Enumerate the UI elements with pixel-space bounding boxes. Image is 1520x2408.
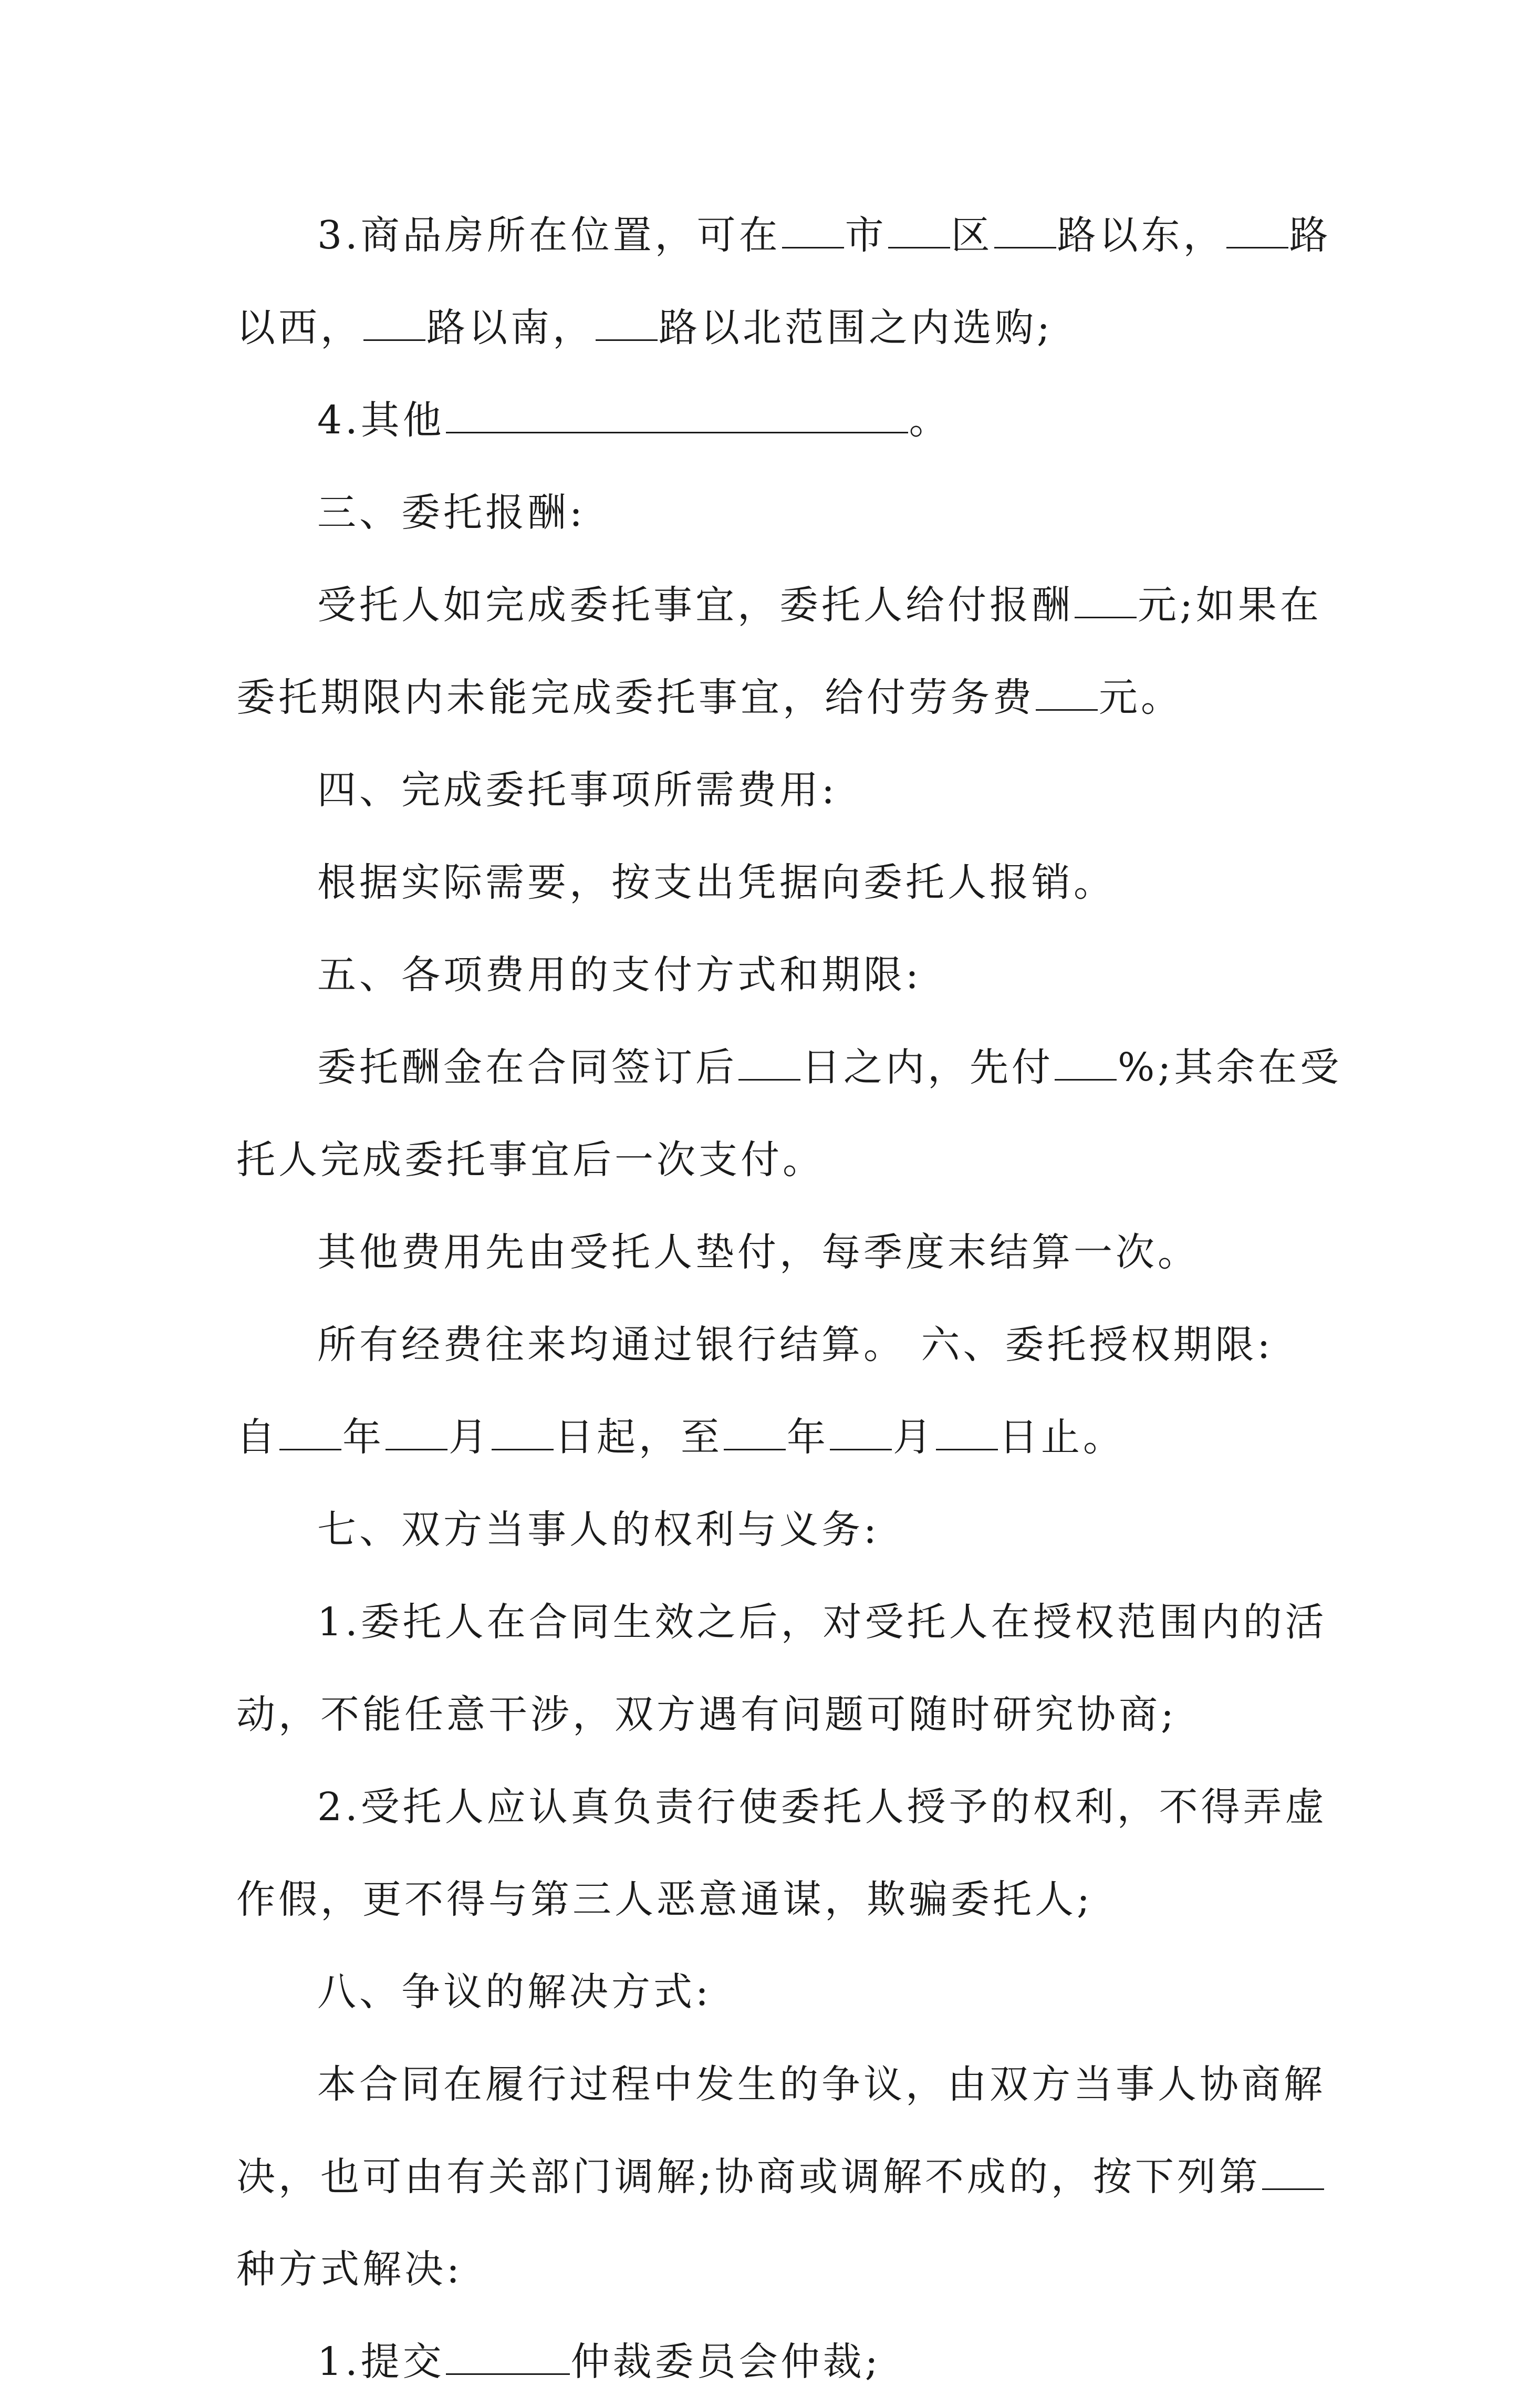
section-5-line-2: 托人完成委托事宜后一次支付。: [236, 1137, 825, 1182]
section-7-item-1-line-2: 动，不能任意干涉，双方遇有问题可随时研究协商;: [236, 1692, 1177, 1737]
section-6-dates: [236, 1391, 1292, 1483]
submit-label: 1.提交: [317, 2339, 445, 2384]
section-8-line-2: [236, 2131, 1292, 2223]
payment-days-blank: [738, 1046, 800, 1081]
section-3-line-1: [236, 559, 1322, 651]
item-4: [236, 374, 1292, 466]
arbitration-text: 仲裁委员会仲裁;: [570, 2339, 881, 2384]
end-year-blank: [724, 1416, 786, 1450]
section-5-title: 五、各项费用的支付方式和期限:: [317, 952, 922, 998]
section-5-paragraph-2: 其他费用先由受托人垫付，每季度末结算一次。: [317, 1230, 1200, 1275]
item-3-text: 3.商品房所在位置，可在: [317, 213, 781, 258]
section-3-title: 三、委托报酬:: [317, 490, 586, 535]
arbitration-commission-blank: [446, 2341, 570, 2375]
start-year-blank: [279, 1416, 341, 1450]
payment-percent-blank: [1055, 1046, 1117, 1081]
south-road-blank: [363, 307, 425, 341]
section-5-line-1: [236, 1021, 1342, 1114]
section-7-item-1-line-1: 1.委托人在合同生效之后，对受托人在授权范围内的活: [317, 1600, 1327, 1645]
section-7-item-2-line-2: 作假，更不得与第三人恶意通谋，欺骗委托人;: [236, 1877, 1093, 1922]
end-label: 日止。: [999, 1415, 1125, 1460]
section-7-title: 七、双方当事人的权利与义务:: [317, 1507, 880, 1552]
district-label: 区: [951, 213, 993, 258]
month-label: 月: [893, 1415, 935, 1460]
north-road-label: 路以北范围之内选购;: [659, 305, 1053, 350]
from-label: 自: [236, 1415, 278, 1460]
section-4-paragraph: 根据实际需要，按支出凭据向委托人报销。: [317, 860, 1116, 905]
start-month-blank: [386, 1416, 447, 1450]
item-4-end: 。: [909, 398, 951, 443]
district-blank: [888, 214, 950, 248]
item-3-line-2: [236, 282, 1292, 374]
payment-text-cont: 日之内，先付: [801, 1045, 1054, 1090]
section-3-line-2: [236, 651, 1292, 744]
end-day-blank: [936, 1416, 998, 1450]
year-label: 年: [342, 1415, 384, 1460]
month-label: 月: [449, 1415, 491, 1460]
method-number-blank: [1262, 2156, 1324, 2190]
payment-text: 委托酬金在合同签订后: [317, 1045, 737, 1090]
reward-text: 受托人如完成委托事宜，委托人给付报酬: [317, 583, 1074, 628]
west-road-blank: [1226, 214, 1288, 248]
item-3-line-1: [236, 189, 1331, 282]
west-label: 以西，: [236, 305, 362, 350]
year-label: 年: [787, 1415, 829, 1460]
south-road-label: 路以南，: [426, 305, 595, 350]
section-8-line-3: 种方式解决:: [236, 2247, 463, 2292]
east-road-blank: [994, 214, 1056, 248]
section-4-title: 四、完成委托事项所需费用:: [317, 767, 838, 813]
city-blank: [782, 214, 844, 248]
start-day-blank: [492, 1416, 554, 1450]
north-road-blank: [596, 307, 658, 341]
end-month-blank: [830, 1416, 892, 1450]
service-fee-blank: [1036, 677, 1098, 711]
service-fee-text: 委托期限内未能完成委托事宜，给付劳务费: [236, 675, 1035, 720]
section-5-paragraph-3: 所有经费往来均通过银行结算。 六、委托授权期限:: [317, 1322, 1274, 1367]
east-road-label: 路以东，: [1057, 213, 1225, 258]
item-4-label: 4.其他: [317, 398, 445, 443]
section-8-title: 八、争议的解决方式:: [317, 1969, 712, 2015]
start-to-label: 日起，至: [555, 1415, 723, 1460]
reward-amount-blank: [1075, 584, 1137, 618]
payment-percent-text: %;其余在受: [1118, 1045, 1342, 1090]
service-fee-unit: 元。: [1099, 675, 1183, 720]
contract-body: [236, 189, 1342, 2408]
other-blank: [446, 399, 908, 433]
reward-text-cont: 元;如果在: [1138, 583, 1322, 628]
road-label: 路: [1289, 213, 1331, 258]
section-8-line-1: 本合同在履行过程中发生的争议，由双方当事人协商解: [317, 2062, 1326, 2107]
section-7-item-2-line-1: 2.受托人应认真负责行使委托人授予的权利，不得弄虚: [317, 1784, 1327, 1830]
city-label: 市: [845, 213, 887, 258]
section-8-item-1: [236, 2316, 1292, 2408]
dispute-text: 决，也可由有关部门调解;协商或调解不成的，按下列第: [236, 2154, 1261, 2199]
